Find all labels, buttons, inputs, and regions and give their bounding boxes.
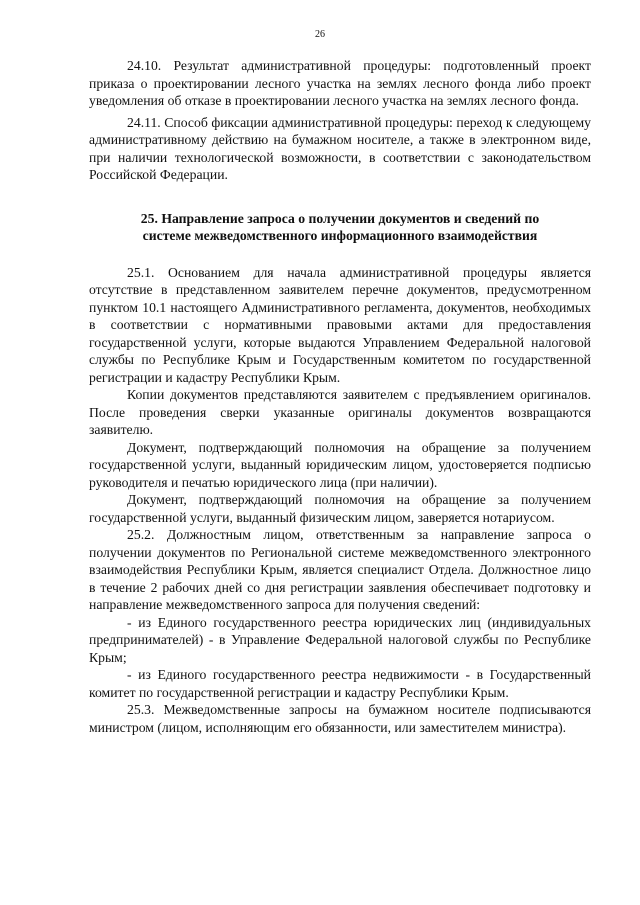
list-item-legal-entities-registry: - из Единого государственного реестра юридических лиц (индивидуальных предпринимателей) - в Управление Федеральной налоговой службы по Республике Крым;	[89, 614, 591, 665]
paragraph-24-11: 24.11. Способ фиксации административной процедуры: переход к следующему административному действию на бумажном носителе, а также в электронном виде, при наличии технологической возможности, в соответствии с законодательством Российской Федерации.	[89, 114, 591, 182]
paragraph-25-1: 25.1. Основанием для начала административной процедуры является отсутствие в представленном заявителем перечне документов, предусмотренном пунктом 10.1 настоящего Административного регламента, документов, необходимых в соответствии с нормативными правовыми актами для предоставления государственной услуги, которые выдаются Управлением Федеральной налоговой службы по Республике Крым и Государственным комитетом по государственной регистрации и кадастру Республики Крым.	[89, 264, 591, 385]
section-title-line-1: 25. Направление запроса о получении документов и сведений по	[140, 210, 540, 226]
paragraph-copies: Копии документов представляются заявителем с предъявлением оригиналов. После проведения сверки указанные оригиналы документов возвращаются заявителю.	[89, 387, 591, 437]
section-title	[89, 210, 591, 245]
paragraph-25-2: 25.2. Должностным лицом, ответственным за направление запроса о получении документов по Региональной системе межведомственного электронного взаимодействия Республики Крым, является специалист Отдела. Должностное лицо в течение 2 рабочих дней со дня регистрации заявления обеспечивает подготовку и направление межведомственного запроса для получения сведений:	[89, 527, 591, 612]
page-number: 26	[315, 29, 325, 40]
paragraph-individual-document: Документ, подтверждающий полномочия на обращение за получением государственной услуги, выданный физическим лицом, заверяется нотариусом.	[89, 492, 591, 525]
paragraph-25-3: 25.3. Межведомственные запросы на бумажном носителе подписываются министром (лицом, исполняющим его обязанности, или заместителем министра).	[89, 702, 591, 735]
paragraph-legal-entity-document: Документ, подтверждающий полномочия на обращение за получением государственной услуги, выданный юридическим лицом, удостоверяется подписью руководителя и печатью юридического лица (при наличии).	[89, 439, 591, 490]
document-body	[89, 57, 591, 736]
paragraph-24-10: 24.10. Результат административной процедуры: подготовленный проект приказа о проектировании лесного участка на землях лесного фонда либо проект уведомления об отказе в проектировании лесного участка на землях лесного фонда.	[89, 58, 591, 108]
list-item-real-estate-registry: - из Единого государственного реестра недвижимости - в Государственный комитет по государственной регистрации и кадастру Республики Крым.	[89, 667, 591, 700]
section-title-line-2: системе межведомственного информационного взаимодействия	[142, 228, 538, 243]
